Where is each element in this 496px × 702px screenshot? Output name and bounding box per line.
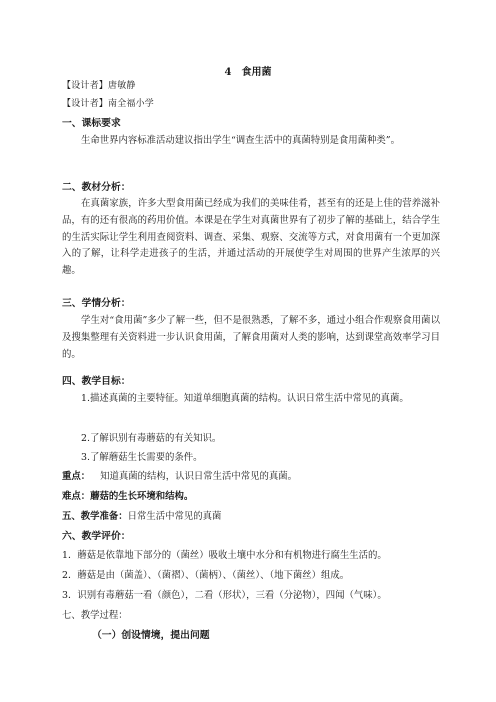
key-point-row xyxy=(62,470,442,483)
difficulty-label: 难点： xyxy=(62,491,91,502)
textbook-analysis-text: 在真菌家族，许多大型食用菌已经成为我们的美味佳肴，甚至有的还是上佳的营养滋补品，有的还有很高的药用价值。本课是在学生对真菌世界有了初步了解的基础上，结合学生的生活实际让学生利用查阅资料、调查、采集、观察、交流等方式，对食用菌有一个更加深入的了解，让科学走进孩子的生活，并通过活动的开展使学生对周围的世界产生浓厚的兴趣。 xyxy=(62,198,440,277)
key-point-text: 知道真菌的结构，认识日常生活中常见的真菌。 xyxy=(100,471,298,482)
key-point-label: 重点： xyxy=(62,471,91,482)
difficulty-text: 蘑菇的生长环境和结构。 xyxy=(90,491,194,502)
designer-school: 【设计者】南全福小学 xyxy=(62,99,155,109)
section-heading-textbook: 二、教材分析： xyxy=(62,182,131,193)
process-subheading-1: （一）创设情境，提出问题 xyxy=(92,630,210,641)
evaluation-item-2: 2．蘑菇是由（菌盖）、（菌褶）、（菌柄）、（菌丝）、（地下菌丝）组成。 xyxy=(62,570,350,581)
evaluation-item-3: 3．识别有毒蘑菇一看（颜色），二看（形状），三看（分泌物），四闻（气味）。 xyxy=(62,590,387,601)
section-heading-process: 七、教学过程： xyxy=(62,610,128,621)
student-analysis-text: 学生对“食用菌”多少了解一些，但不是很熟悉，了解不多，通过小组合作观察食用菌以及搜集整理有关资料进一步认识食用菌，了解食用菌对人类的影响，达到课堂高效率学习目的。 xyxy=(62,315,440,360)
goal-item-1: 1.描述真菌的主要特征。知道单细胞真菌的结构。认识日常生活中常见的真菌。 xyxy=(81,393,409,404)
goal-item-2: 2.了解识别有毒蘑菇的有关知识。 xyxy=(81,433,222,444)
curriculum-text: 生命世界内容标准活动建议指出学生“调查生活中的真菌特别是食用菌种类”。 xyxy=(81,135,400,146)
designer-name: 【设计者】唐敏静 xyxy=(62,81,136,91)
evaluation-item-1: 1．蘑菇是依靠地下部分的（菌丝）吸收土壤中水分和有机物进行腐生生活的。 xyxy=(62,550,387,561)
page-title: 4 食用菌 xyxy=(224,67,272,78)
section-heading-students: 三、学情分析： xyxy=(62,298,131,309)
goal-item-3: 3.了解蘑菇生长需要的条件。 xyxy=(81,452,203,463)
section-heading-goals: 四、教学目标： xyxy=(62,376,131,387)
preparation-text: 日常生活中常见的真菌 xyxy=(127,511,222,522)
section-heading-evaluation: 六、教学评价： xyxy=(62,531,131,542)
difficulty-row xyxy=(62,490,442,503)
section-heading-curriculum: 一、课标要求 xyxy=(62,118,121,129)
section-heading-preparation: 五、教学准备： xyxy=(62,511,128,522)
preparation-row xyxy=(62,510,442,523)
